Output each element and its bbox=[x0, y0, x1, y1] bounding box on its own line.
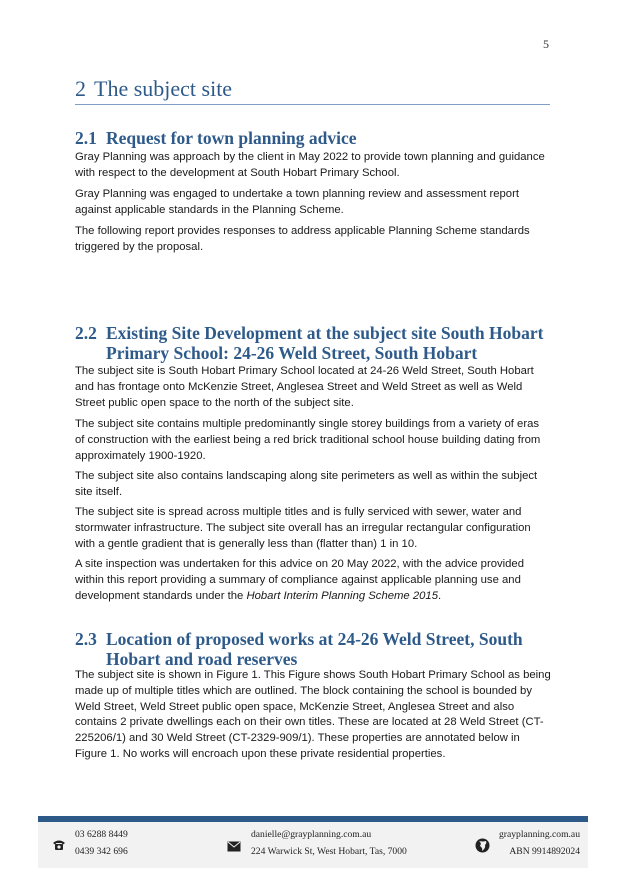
heading-subject-site bbox=[75, 76, 550, 105]
footer-web bbox=[499, 826, 580, 860]
paragraph bbox=[75, 557, 551, 604]
email-link[interactable]: danielle@grayplanning.com.au bbox=[251, 829, 372, 840]
page-number: 5 bbox=[543, 37, 549, 51]
paragraph: Gray Planning was approach by the client in May 2022 to provide town planning and guidance with respect to the development at South Hobart Primary School. bbox=[75, 151, 545, 179]
heading-number: 2 bbox=[75, 76, 86, 101]
heading-title: The subject site bbox=[94, 76, 233, 101]
section-title-line2: Primary School: 24-26 Weld Street, South Hobart bbox=[106, 343, 478, 363]
scheme-name: Hobart Interim Planning Scheme 2015 bbox=[246, 589, 438, 602]
phone-icon bbox=[52, 839, 66, 851]
section-number: 2.3 bbox=[75, 629, 97, 649]
paragraph: The subject site is shown in Figure 1. This Figure shows South Hobart Primary School as being made up of multiple titles which are outlined. The block containing the school is bounded by Weld Street, Weld Street public open space, McKenzie Street, Anglesea Street and also contains 2 private dwellings each on their own titles. These are located at 28 Weld Street (CT-225206/1) and 30 Weld Street (CT-2329-909/1). These properties are annotated below in Figure 1. No works will encroach upon these private residential properties. bbox=[75, 669, 551, 760]
paragraph: The subject site also contains landscaping along site perimeters as well as within the subject site itself. bbox=[75, 470, 538, 498]
phone-1[interactable]: 03 6288 8449 bbox=[75, 829, 128, 840]
paragraph: The following report provides responses to address applicable Planning Scheme standards triggered by the proposal. bbox=[75, 225, 530, 253]
paragraph: Gray Planning was engaged to undertake a town planning review and assessment report against applicable standards in the Planning Scheme. bbox=[75, 188, 519, 216]
section-title-line2: Hobart and road reserves bbox=[106, 649, 298, 669]
section-2-2-heading bbox=[75, 323, 550, 363]
section-title-line1: Existing Site Development at the subject site South Hobart bbox=[106, 323, 544, 343]
address: 224 Warwick St, West Hobart, Tas, 7000 bbox=[251, 846, 407, 857]
section-2-1-heading bbox=[75, 128, 550, 148]
paragraph: The subject site is South Hobart Primary School located at 24-26 Weld Street, South Hobart and has frontage onto McKenzie Street, Anglesea Street and Weld Street as well as Weld Street public open space to the north of the subject site. bbox=[75, 365, 534, 409]
paragraph: The subject site is spread across multiple titles and is fully serviced with sewer, water and stormwater infrastructure. The subject site overall has an irregular rectangular configuration with a gentle gradient that is generally less than (flatter than) 1 in 10. bbox=[75, 506, 531, 550]
section-title: Request for town planning advice bbox=[106, 128, 357, 148]
phone-2[interactable]: 0439 342 696 bbox=[75, 846, 128, 857]
paragraph: The subject site contains multiple predominantly single storey buildings from a variety of eras of construction with the earliest being a red brick traditional school house building dating from approximately 1900-1920. bbox=[75, 418, 541, 462]
paragraph-text: A site inspection was undertaken for this advice on 20 May 2022, with the advice provided within this report providing a summary of compliance against applicable planning use and development standards under the bbox=[75, 558, 525, 602]
footer-contact bbox=[251, 826, 407, 860]
section-number: 2.2 bbox=[75, 323, 97, 343]
abn: ABN 9914892024 bbox=[509, 846, 580, 857]
globe-icon bbox=[475, 838, 490, 853]
section-number: 2.1 bbox=[75, 128, 97, 148]
paragraph-end: . bbox=[437, 589, 442, 602]
website-link[interactable]: grayplanning.com.au bbox=[499, 829, 580, 840]
footer-phones bbox=[75, 826, 128, 860]
mail-icon bbox=[227, 841, 241, 852]
section-2-3-heading bbox=[75, 629, 550, 669]
section-title-line1: Location of proposed works at 24-26 Weld Street, South bbox=[106, 629, 523, 649]
